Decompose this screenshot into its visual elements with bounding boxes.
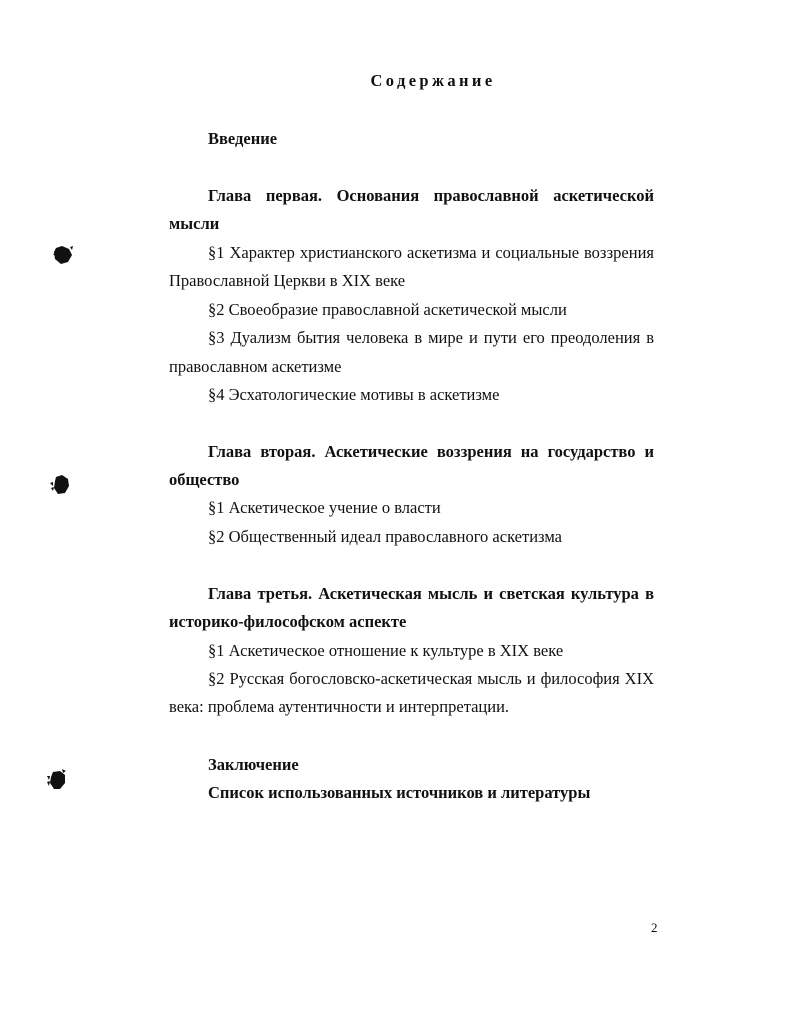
punch-hole-mark: [48, 472, 72, 496]
chapter1-heading: Глава первая. Основания православной аскетической: [208, 186, 654, 205]
toc-bibliography: Список использованных источников и литературы: [208, 783, 591, 802]
chapter3-section1: §1 Аскетическое отношение к культуре в XIX веке: [208, 641, 564, 660]
chapter1-section1-cont: Православной Церкви в XIX веке: [169, 271, 406, 290]
punch-hole-mark: [45, 768, 69, 792]
chapter1-section3: §3 Дуализм бытия человека в мире и пути его преодоления в: [208, 328, 654, 347]
chapter2-heading: Глава вторая. Аскетические воззрения на государство и: [208, 442, 654, 461]
punch-hole-mark: [52, 244, 74, 266]
chapter2-section1: §1 Аскетическое учение о власти: [208, 498, 441, 517]
chapter1-section2: §2 Своеобразие православной аскетической мысли: [208, 300, 567, 319]
chapter3-heading: Глава третья. Аскетическая мысль и светская культура в: [208, 584, 654, 603]
toc-conclusion: Заключение: [208, 755, 299, 774]
chapter1-section4: §4 Эсхатологические мотивы в аскетизме: [208, 385, 500, 404]
chapter1-section1: §1 Характер христианского аскетизма и социальные воззрения: [208, 243, 654, 262]
page-number: 2: [651, 920, 658, 935]
chapter3-section2: §2 Русская богословско-аскетическая мысль и философия XIX: [208, 669, 654, 688]
chapter2-section2: §2 Общественный идеал православного аскетизма: [208, 527, 562, 546]
chapter1-heading-cont: мысли: [169, 214, 220, 233]
chapter2-heading-cont: общество: [169, 470, 240, 489]
page-title: Содержание: [370, 71, 496, 90]
toc-introduction: Введение: [208, 129, 278, 148]
chapter3-section2-cont: века: проблема аутентичности и интерпретации.: [169, 697, 510, 716]
chapter3-heading-cont: историко-философском аспекте: [169, 612, 407, 631]
chapter1-section3-cont: православном аскетизме: [169, 357, 342, 376]
